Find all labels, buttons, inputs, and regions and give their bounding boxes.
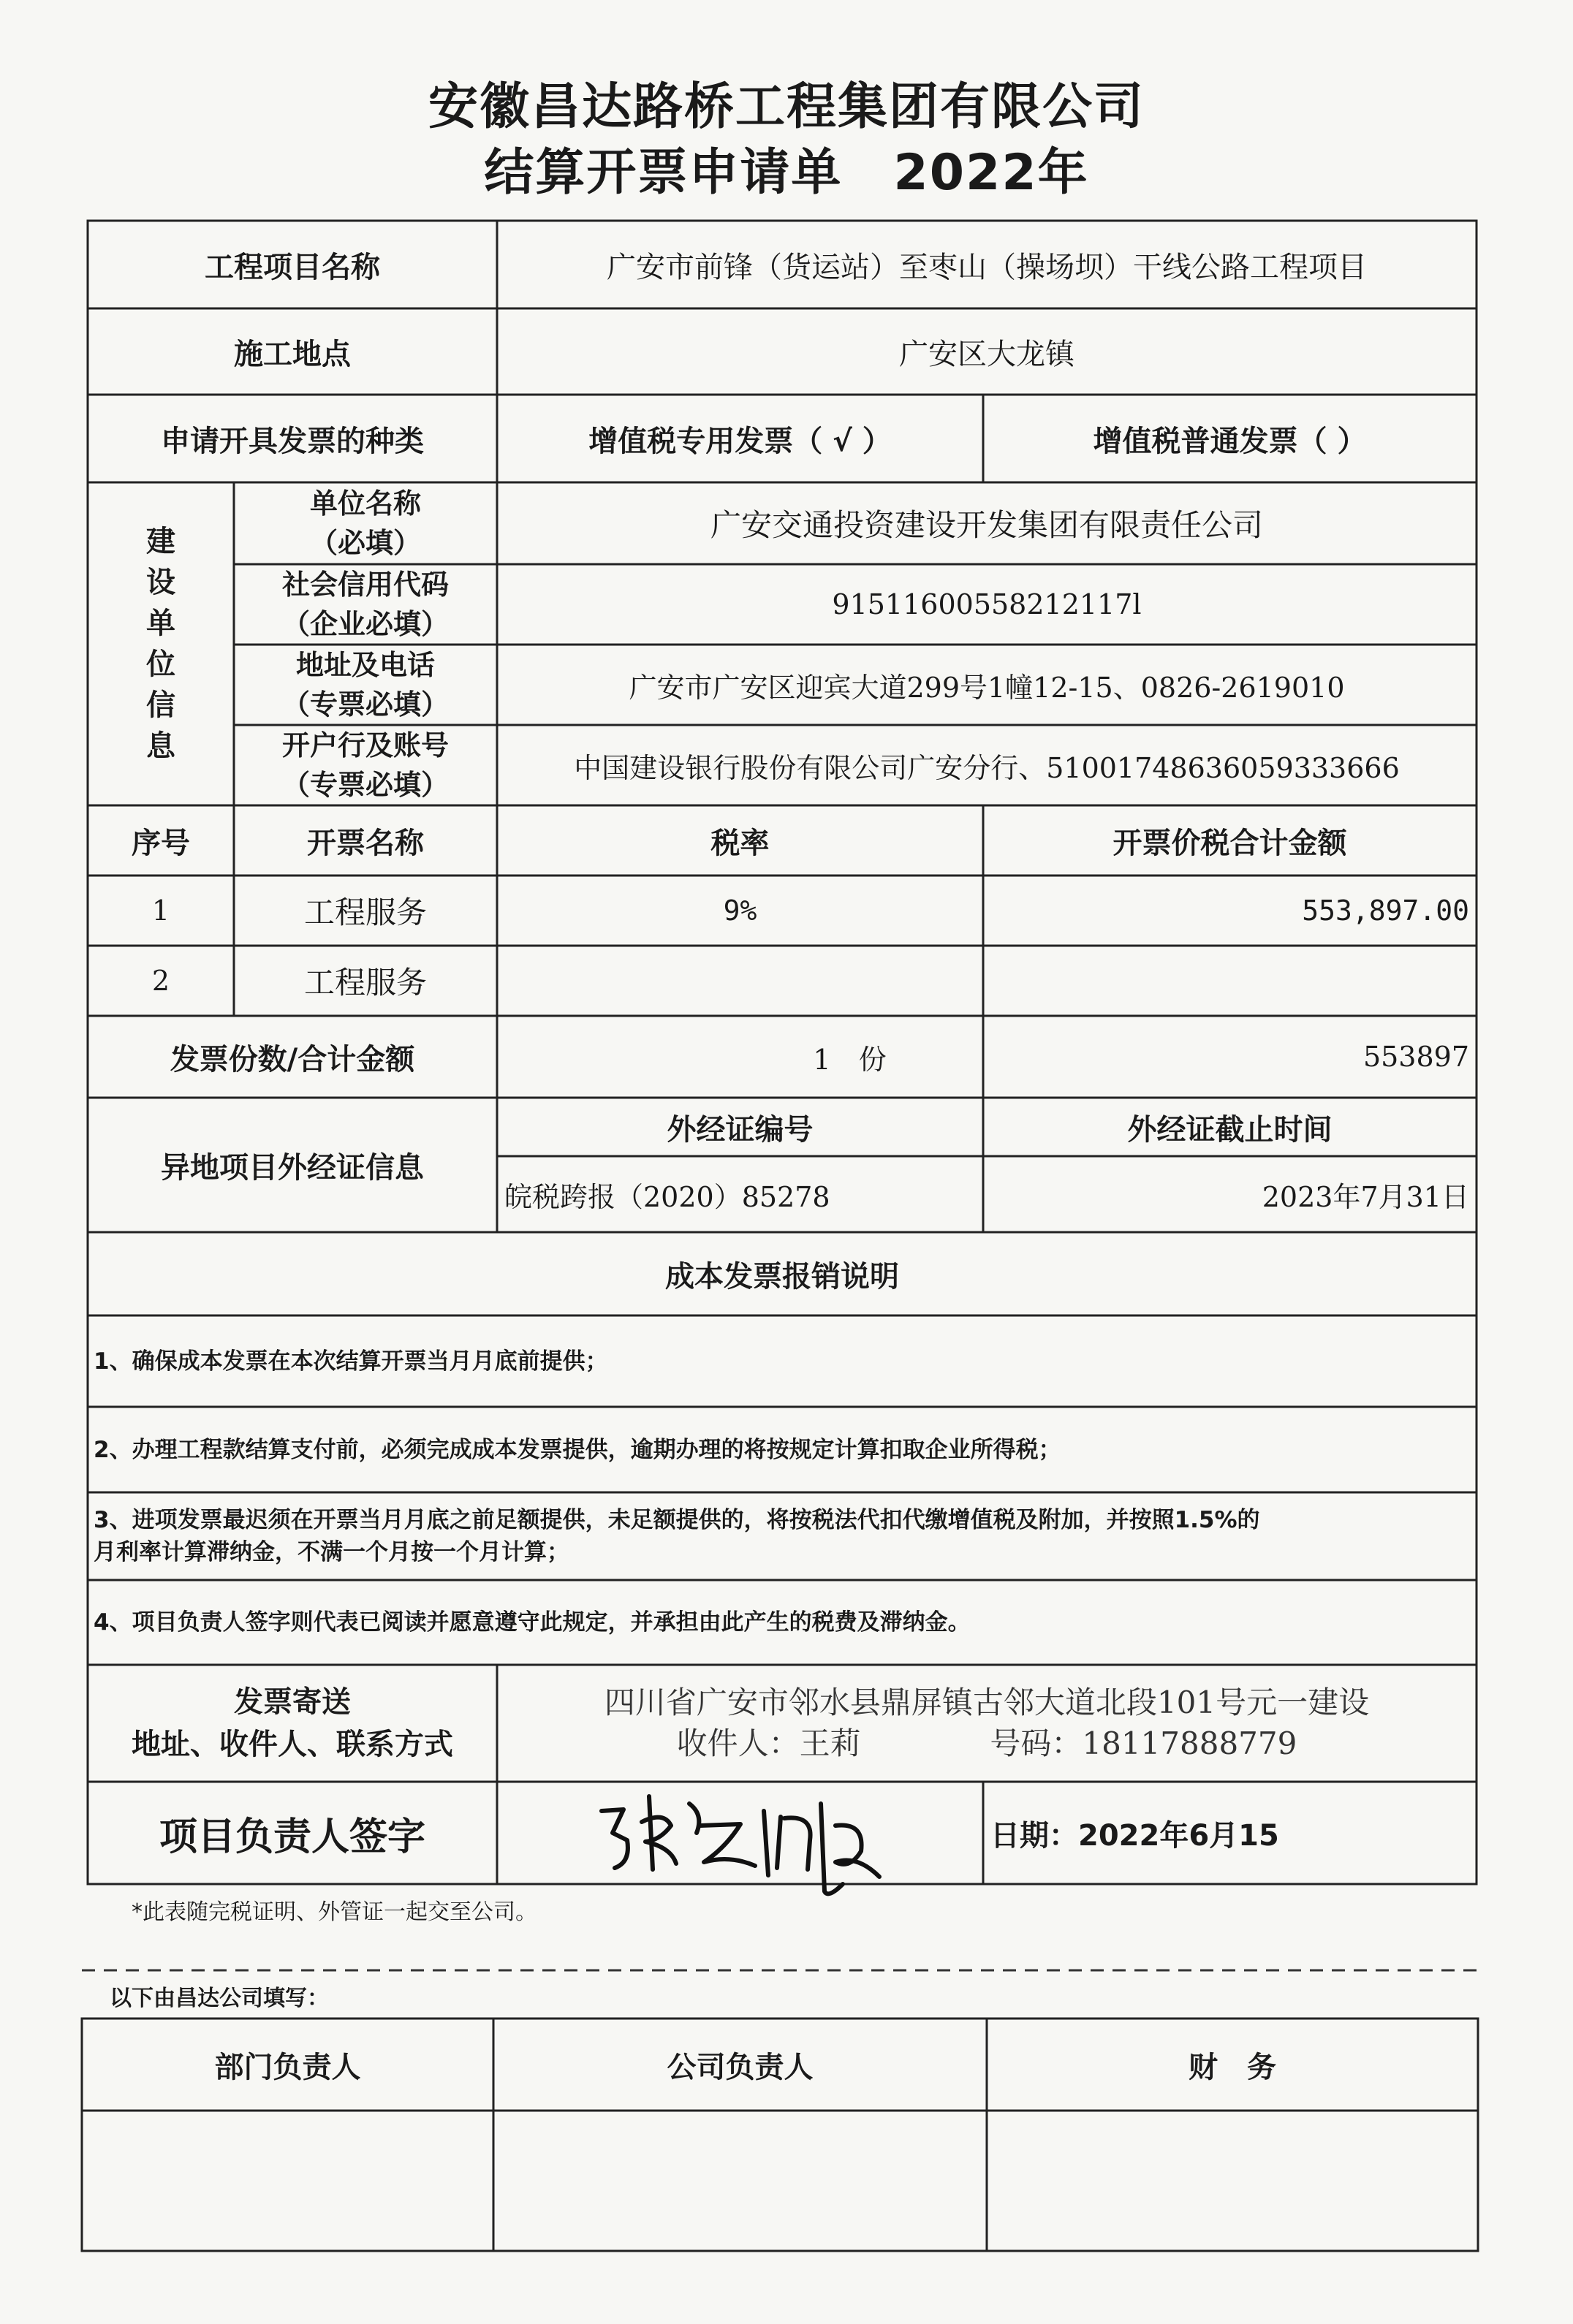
permit-deadline-value: 2023年7月31日 — [1262, 1180, 1469, 1213]
finance-header: 财 务 — [1189, 2050, 1276, 2084]
col-header-name: 开票名称 — [307, 826, 424, 860]
col-header-no: 序号 — [132, 826, 190, 860]
permit-label: 异地项目外经证信息 — [161, 1150, 424, 1185]
mailing-label-main: 发票寄送 — [234, 1685, 351, 1719]
form-year: 2022年 — [893, 144, 1089, 202]
mailing-info — [497, 1665, 1477, 1782]
invoice-type-label: 申请开具发票的种类 — [161, 424, 424, 458]
unit-name-label-note: （必填） — [309, 527, 421, 559]
address-phone-label — [234, 645, 497, 725]
bank-account-label-main: 开户行及账号 — [281, 729, 449, 762]
location-value: 广安区大龙镇 — [899, 337, 1074, 371]
handwritten-signature — [572, 1782, 909, 1899]
totals-amount: 553897 — [1362, 1041, 1469, 1073]
project-name-value: 广安市前锋（货运站）至枣山（操场坝）干线公路工程项目 — [607, 250, 1367, 284]
credit-code-label-main: 社会信用代码 — [281, 569, 449, 601]
vat-ordinary-option[interactable]: 增值税普通发票（ ） — [1093, 424, 1367, 458]
row1-amount: 553,897.00 — [1302, 895, 1469, 927]
footnote: *此表随完税证明、外管证一起交至公司。 — [132, 1899, 537, 1925]
permit-deadline-header: 外经证截止时间 — [1127, 1112, 1333, 1147]
mailing-label — [88, 1665, 497, 1782]
mailing-contact — [677, 1723, 1297, 1764]
signature-area — [497, 1782, 983, 1884]
permit-number-value: 皖税跨报（2020）85278 — [504, 1180, 830, 1213]
row2-amount — [983, 946, 1477, 1016]
builder-info-label: 建设单位信息 — [146, 525, 175, 763]
mailing-label-sub: 地址、收件人、联系方式 — [132, 1728, 453, 1761]
company-title: 安徽昌达路桥工程集团有限公司 — [428, 78, 1145, 136]
address-phone-label-main: 地址及电话 — [295, 649, 435, 681]
finance-sign-cell[interactable] — [987, 2111, 1478, 2251]
cost-notes-title: 成本发票报销说明 — [665, 1259, 899, 1294]
mailing-phone: 号码：18117888779 — [990, 1725, 1297, 1761]
project-name-label: 工程项目名称 — [205, 250, 380, 284]
totals-copies: 1 份 — [813, 1043, 887, 1076]
cost-note-3-line1: 3、进项发票最迟须在开票当月月底之前足额提供，未足额提供的，将按税法代扣代缴增值税及附加，并按照1.5%的 — [94, 1507, 1260, 1533]
dept-head-sign-cell[interactable] — [82, 2111, 493, 2251]
cost-note-3 — [88, 1492, 1477, 1580]
sign-date: 日期：2022年6月15 — [990, 1818, 1279, 1853]
row1-no: 1 — [151, 895, 170, 927]
bank-account-label-note: （专票必填） — [281, 769, 449, 801]
unit-name-label-main: 单位名称 — [309, 487, 421, 520]
credit-code-value: 91511600558212117l — [832, 588, 1142, 620]
company-head-header: 公司负责人 — [667, 2050, 814, 2084]
address-phone-label-note: （专票必填） — [281, 688, 449, 721]
row2-no: 2 — [151, 965, 170, 997]
totals-label: 发票份数/合计金额 — [170, 1042, 415, 1076]
row2-rate — [497, 946, 983, 1016]
signer-label: 项目负责人签字 — [159, 1815, 425, 1859]
location-label: 施工地点 — [234, 337, 351, 371]
permit-number-header: 外经证编号 — [667, 1112, 814, 1147]
credit-code-label-note: （企业必填） — [281, 608, 449, 640]
form-name: 结算开票申请单 — [484, 144, 843, 202]
row2-name: 工程服务 — [303, 965, 427, 1000]
internal-caption: 以下由昌达公司填写： — [110, 1986, 329, 2011]
bank-account-value: 中国建设银行股份有限公司广安分行、51001748636059333666 — [574, 751, 1400, 784]
dept-head-header: 部门负责人 — [214, 2050, 361, 2084]
cost-note-2: 2、办理工程款结算支付前，必须完成成本发票提供，逾期办理的将按规定计算扣取企业所得税； — [94, 1436, 1061, 1463]
vat-special-option[interactable]: 增值税专用发票（ √ ） — [588, 424, 892, 458]
unit-name-label — [234, 482, 497, 564]
unit-name-value: 广安交通投资建设开发集团有限责任公司 — [710, 507, 1263, 543]
mailing-address: 四川省广安市邻水县鼎屏镇古邻大道北段101号元一建设 — [604, 1685, 1370, 1720]
credit-code-label — [234, 564, 497, 645]
col-header-amount: 开票价税合计金额 — [1113, 826, 1347, 860]
mailing-recipient: 收件人：王莉 — [676, 1725, 861, 1761]
bank-account-label — [234, 725, 497, 805]
cost-note-4: 4、项目负责人签字则代表已阅读并愿意遵守此规定，并承担由此产生的税费及滞纳金。 — [94, 1609, 971, 1636]
cost-note-1: 1、确保成本发票在本次结算开票当月月底前提供； — [94, 1348, 608, 1375]
address-phone-value: 广安市广安区迎宾大道299号1幢12-15、0826-2619010 — [629, 671, 1345, 704]
cost-note-3-line2: 月利率计算滞纳金，不满一个月按一个月计算； — [94, 1539, 569, 1565]
builder-info-section — [88, 482, 234, 805]
row1-name: 工程服务 — [303, 895, 427, 930]
col-header-rate: 税率 — [710, 826, 770, 860]
company-head-sign-cell[interactable] — [493, 2111, 987, 2251]
row1-rate: 9% — [723, 895, 757, 927]
